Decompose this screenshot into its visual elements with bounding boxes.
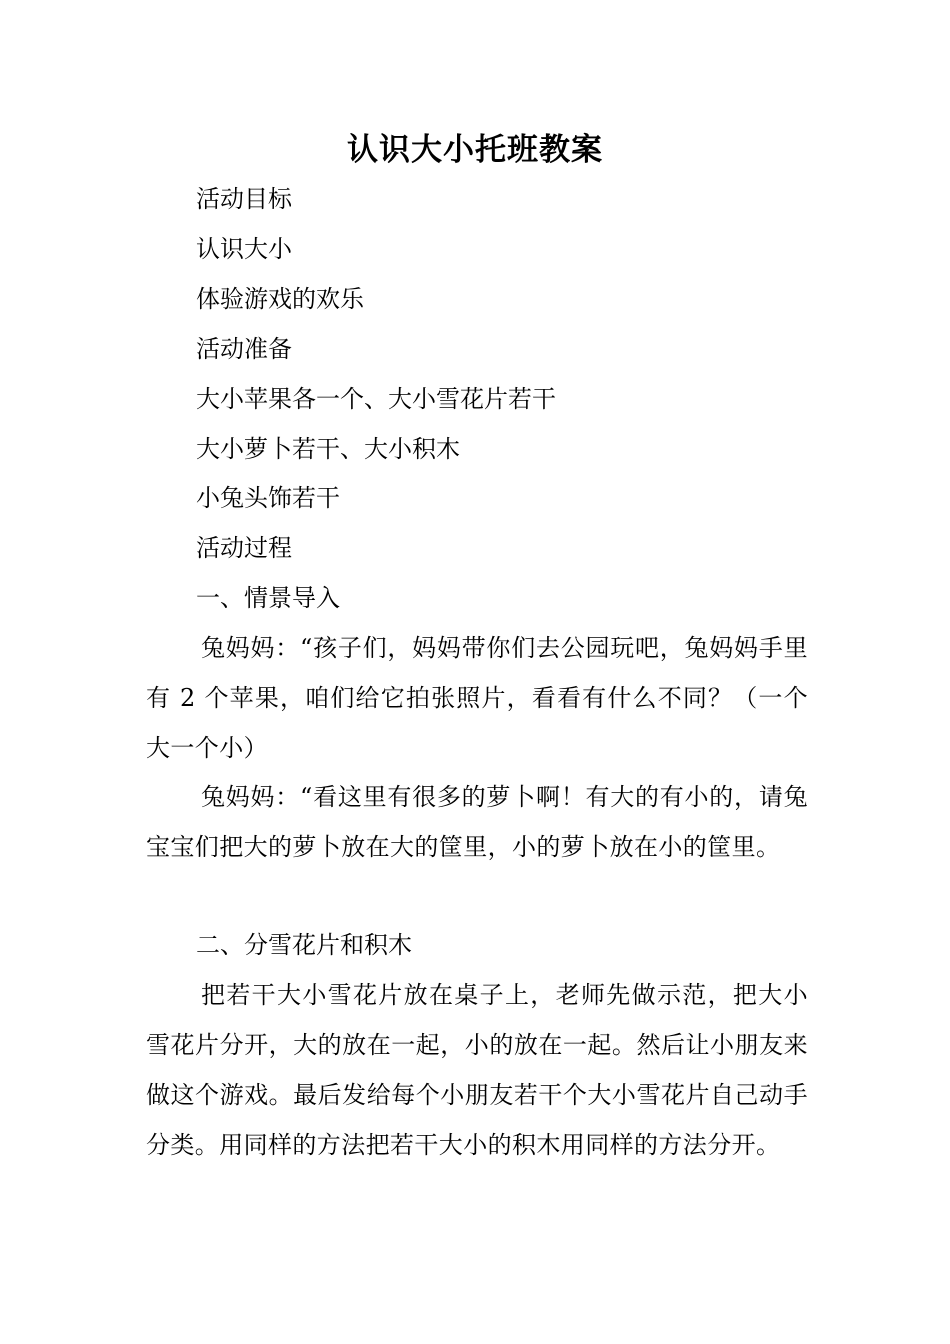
paragraph-scene-intro: 兔妈妈：“孩子们，妈妈带你们去公园玩吧，兔妈妈手里有 2 个苹果，咱们给它拍张照片，看看有什么不同？（一个大一个小） — [146, 634, 808, 762]
goal-item-1: 认识大小 — [196, 235, 292, 263]
heading-activity-goals: 活动目标 — [196, 185, 292, 213]
goal-item-2: 体验游戏的欢乐 — [196, 285, 364, 313]
heading-activity-process: 活动过程 — [196, 534, 292, 562]
paragraph-carrot-sorting: 兔妈妈：“看这里有很多的萝卜啊！有大的有小的，请兔宝宝们把大的萝卜放在大的筐里，小的萝卜放在小的筐里。 — [146, 783, 808, 861]
paragraph-snowflake-blocks: 把若干大小雪花片放在桌子上，老师先做示范，把大小雪花片分开，大的放在一起，小的放在一起。然后让小朋友来做这个游戏。最后发给每个小朋友若干个大小雪花片自己动手分类。用同样的方法把若干大小的积木用同样的方法分开。 — [146, 981, 808, 1159]
preparation-item-1: 大小苹果各一个、大小雪花片若干 — [196, 385, 556, 413]
document-title: 认识大小托班教案 — [347, 132, 603, 168]
preparation-item-2: 大小萝卜若干、大小积木 — [196, 435, 460, 463]
preparation-item-3: 小兔头饰若干 — [196, 484, 340, 512]
heading-activity-preparation: 活动准备 — [196, 335, 292, 363]
section-2-heading: 二、分雪花片和积木 — [196, 931, 412, 959]
section-1-heading: 一、情景导入 — [196, 584, 340, 612]
